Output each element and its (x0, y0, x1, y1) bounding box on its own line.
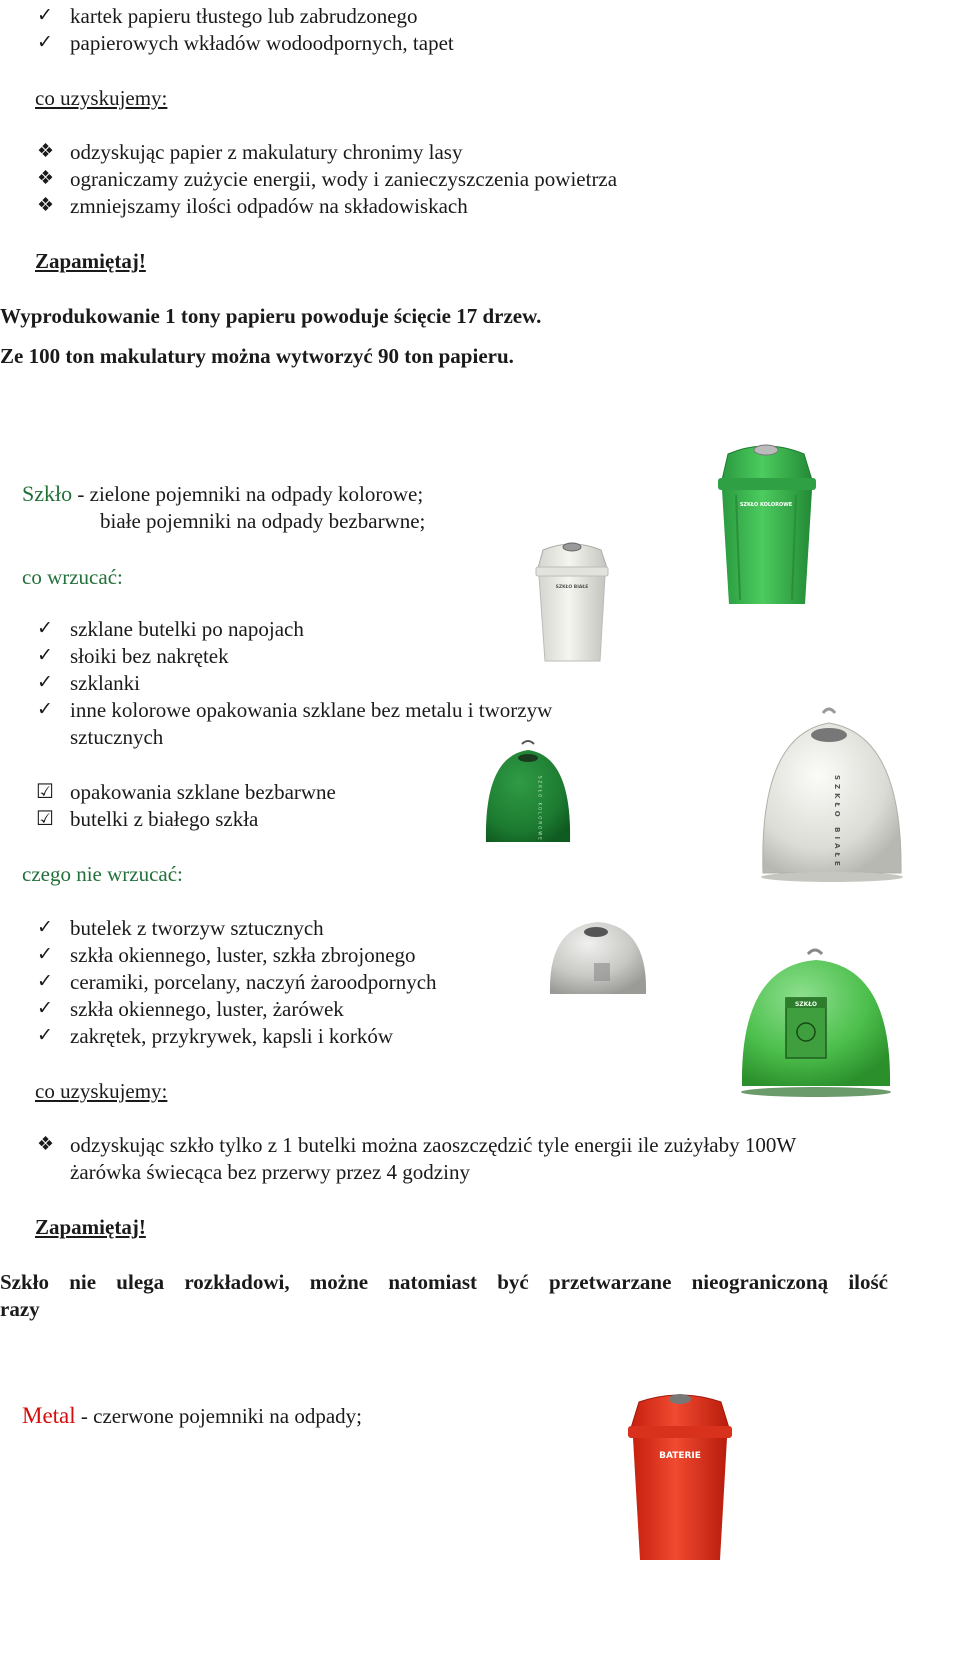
benefit-item: odzyskując papier z makulatury chronimy lasy (70, 140, 463, 164)
not-item: ceramiki, porcelany, naczyń żaroodpornych (70, 970, 437, 994)
check-icon: ✓ (37, 944, 53, 965)
check-icon: ✓ (37, 971, 53, 992)
check-icon: ✓ (37, 645, 53, 666)
check-icon: ✓ (37, 998, 53, 1019)
benefits-heading: co uzyskujemy: (35, 1079, 168, 1103)
remember-heading: Zapamiętaj! (35, 1215, 146, 1239)
not-item: szkła okiennego, luster, szkła zbrojonego (70, 943, 416, 967)
fact-line: razy (0, 1297, 40, 1321)
white-dome-label: SZKŁO BIAŁE (833, 775, 841, 870)
what-heading: co wrzucać: (22, 565, 123, 589)
glass-intro (22, 480, 423, 508)
red-metal-bin-image (625, 1390, 735, 1562)
light-green-dome-bin-image (738, 946, 894, 1098)
green-bin-label: SZKŁO KOLOROWE (739, 502, 793, 508)
diamond-bullet-icon: ❖ (37, 141, 55, 162)
check-icon: ✓ (37, 32, 53, 53)
not-item: zakrętek, przykrywek, kapsli i korków (70, 1024, 394, 1048)
white-dome-bin-image (757, 705, 907, 883)
not-heading: czego nie wrzucać: (22, 862, 183, 886)
what-item: inne kolorowe opakowania szklane bez metalu i tworzyw (70, 698, 553, 722)
what-item: sztucznych (70, 725, 164, 749)
check-icon: ✓ (37, 699, 53, 720)
metal-intro-text: - czerwone pojemniki na odpady; (75, 1404, 362, 1428)
remember-heading: Zapamiętaj! (35, 249, 146, 273)
benefit-item: zmniejszamy ilości odpadów na składowiskach (70, 194, 468, 218)
fact-line: Ze 100 ton makulatury można wytworzyć 90 ton papieru. (0, 344, 514, 368)
metal-intro (22, 1402, 362, 1430)
check-icon: ✓ (37, 5, 53, 26)
colorless-item: opakowania szklane bezbarwne (70, 780, 336, 804)
check-icon: ✓ (37, 917, 53, 938)
white-bin-label: SZKŁO BIAŁE (555, 585, 589, 590)
diamond-bullet-icon: ❖ (37, 195, 55, 216)
checkbox-icon: ☑ (36, 781, 54, 803)
green-glass-bin-image (712, 440, 820, 610)
benefit-item: odzyskując szkło tylko z 1 butelki można zaoszczędzić tyle energii ile zużyłaby 100W (70, 1133, 797, 1157)
glass-intro-line2: białe pojemniki na odpady bezbarwne; (100, 509, 426, 533)
glass-title: Szkło (22, 481, 73, 506)
check-icon: ✓ (37, 618, 53, 639)
what-item: słoiki bez nakrętek (70, 644, 229, 668)
red-bin-label: BATERIE (659, 1451, 701, 1461)
benefit-item-cont: żarówka świecąca bez przerwy przez 4 godziny (70, 1160, 470, 1184)
green-dome-bin-image (482, 738, 574, 850)
no-item: papierowych wkładów wodoodpornych, tapet (70, 31, 454, 55)
green-dome2-label: SZKŁO (794, 1001, 818, 1008)
benefit-item: ograniczamy zużycie energii, wody i zanieczyszczenia powietrza (70, 167, 618, 191)
gray-dome-bin-image (546, 918, 650, 1000)
no-item: kartek papieru tłustego lub zabrudzonego (70, 4, 418, 28)
fact-line: Szkło nie ulega rozkładowi, możne natomiast być przetwarzane nieograniczoną ilość (0, 1270, 888, 1294)
colorless-item: butelki z białego szkła (70, 807, 259, 831)
what-item: szklanki (70, 671, 140, 695)
check-icon: ✓ (37, 1025, 53, 1046)
diamond-bullet-icon: ❖ (37, 1134, 55, 1155)
benefits-heading: co uzyskujemy: (35, 86, 168, 110)
checkbox-icon: ☑ (36, 808, 54, 830)
glass-intro-text: - zielone pojemniki na odpady kolorowe; (72, 482, 424, 506)
check-icon: ✓ (37, 672, 53, 693)
diamond-bullet-icon: ❖ (37, 168, 55, 189)
not-item: szkła okiennego, luster, żarówek (70, 997, 344, 1021)
metal-title: Metal (22, 1403, 76, 1428)
not-item: butelek z tworzyw sztucznych (70, 916, 324, 940)
fact-line: Wyprodukowanie 1 tony papieru powoduje ścięcie 17 drzew. (0, 304, 542, 328)
what-item: szklane butelki po napojach (70, 617, 304, 641)
white-glass-bin-image (533, 540, 611, 665)
green-dome-label: SZKŁO KOLOROWE (537, 776, 543, 842)
